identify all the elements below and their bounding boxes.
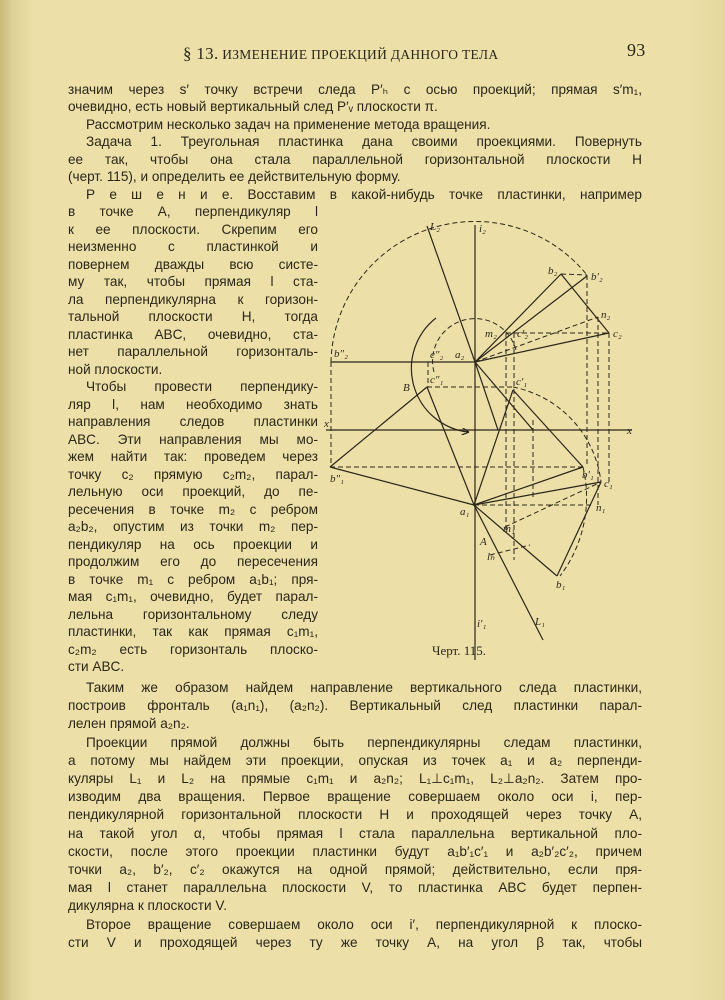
edge-c1pp-b1pp <box>330 387 427 467</box>
label-i2: i₂ <box>479 223 486 235</box>
text-line: Р е ш е н и е. Восставим в какой-нибудь точке пластинки, например <box>86 186 642 202</box>
page-number: 93 <box>627 40 646 60</box>
text-line: значим через s′ точку встречи следа P′ₕ с осью проекций; прямая s′m₁, <box>68 82 642 97</box>
label-c2: c₂ <box>613 328 622 340</box>
text-line: пластинка ABC, очевидно, ста- <box>68 326 318 342</box>
text-line: в точке m₁ с ребром a₁b₁; пря- <box>68 571 318 587</box>
label-b1pp: b″₁ <box>330 473 344 485</box>
edge-a1-b1p <box>474 467 583 505</box>
text-line: в точке A, перпендикуляр l <box>68 204 318 219</box>
label-m1: m₁ <box>503 523 515 535</box>
edge-c1pp-a1 <box>427 387 474 505</box>
text-line: построив фронталь (a₁n₁), (a₂n₂). Вертикальный след пластинки парал- <box>68 698 642 714</box>
text-line: Проекции прямой должны быть перпендикулярны следам пластинки, <box>86 734 642 750</box>
figure-caption: Черт. 115. <box>432 643 487 658</box>
label-b1p: b′₁ <box>582 469 594 481</box>
text-line: Таким же образом найдем направление вертикального следа пластинки, <box>86 680 642 695</box>
dash-lh <box>490 545 530 555</box>
text-line: сти ABC. <box>68 659 125 674</box>
label-x-left: x <box>324 418 329 430</box>
text-line: скости, после этого проекции пластинки будут a₁b′₁c′₁ и a₂b′₂c′₂, причем <box>68 843 642 859</box>
text-line: куляры L₁ и L₂ на прямые c₁m₁ и a₂n₂; L₁⊥c₁m₁, L₂⊥a₂n₂. Затем про- <box>68 771 642 786</box>
text-line: ее так, чтобы она стала параллельной горизонтальной плоскости H <box>68 151 642 167</box>
small-rotation-arc <box>433 319 516 372</box>
lower-arc-c <box>513 387 601 482</box>
text-line: мая l станет параллельна плоскости V, то пластинка ABC будет перпен- <box>68 880 642 896</box>
edge-a2-down <box>475 362 498 430</box>
text-line: Чтобы провести перпендику- <box>86 379 318 394</box>
line-L2 <box>427 226 475 362</box>
text-line: пендикулярной горизонтальной плоскости H и проходящей через точку A, <box>68 807 642 823</box>
text-line: продолжим его до пересечения <box>68 554 318 569</box>
section-title: ИЗМЕНЕНИЕ ПРОЕКЦИЙ ДАННОГО ТЕЛА <box>222 47 499 62</box>
text-line: ной плоскости. <box>68 361 163 377</box>
figure-drawing-115 <box>320 215 650 665</box>
text-line: пендикуляр на ось проекции и <box>68 536 318 552</box>
section-number: § 13. <box>183 44 219 63</box>
text-line: а потому мы найдем эти проекции, опуская из точек a₁ и a₂ перпенди- <box>68 752 642 768</box>
text-line: пластинки, так как прямая c₁m₁, <box>68 624 318 639</box>
text-line: нет параллельной горизонталь- <box>68 344 318 359</box>
big-rotation-arc <box>331 221 587 362</box>
text-line: мая c₁m₁, очевидно, будет парал- <box>68 589 318 604</box>
label-lh: lₕ <box>487 551 495 563</box>
text-line: ла перпендикулярна к горизон- <box>68 291 318 307</box>
text-line: ABC. Эти направления мы мо- <box>68 431 318 447</box>
label-c2pp: c″₂ <box>430 349 444 361</box>
text-line: Второе вращение совершаем около оси i′, перпендикулярной к плоско- <box>86 916 642 932</box>
label-c2p: c′₂ <box>517 328 529 340</box>
dash-b2-b2p <box>561 274 587 275</box>
running-header <box>183 44 498 64</box>
text-line: повернем дважды всю систе- <box>68 256 318 272</box>
text-line: на такой угол α, чтобы прямая l стала параллельна вертикальной пло- <box>68 825 642 841</box>
text-line: лелен прямой a₂n₂. <box>68 716 190 732</box>
figure-labels <box>323 221 632 630</box>
text-line: лельна горизонтальному следу <box>68 606 318 622</box>
text-line: (черт. 115), и определить ее действительную форму. <box>68 169 401 185</box>
text-line: точку c₂ прямую c₂m₂, парал- <box>68 466 318 482</box>
text-line: к ее плоскости. Скрепим его <box>68 221 318 237</box>
edge-b1-c1 <box>557 482 601 576</box>
solid-lines <box>326 225 632 660</box>
text-line: Рассмотрим несколько задач на применение метода вращения. <box>86 116 491 132</box>
label-L1: L₁ <box>535 616 545 628</box>
label-c1pp: c″₁ <box>430 374 444 386</box>
label-b2p: b′₂ <box>591 271 603 283</box>
label-a1: a₁ <box>460 506 470 518</box>
edge-a1-c1 <box>474 482 601 505</box>
text-line: ляр l, нам необходимо знать <box>68 396 318 412</box>
label-n2: n₂ <box>601 309 611 321</box>
label-a2: a₂ <box>455 349 465 361</box>
text-line: изводим два вращения. Первое вращение совершаем около оси i, пер- <box>68 789 642 805</box>
text-line: a₂b₂, опустим из точки m₂ пер- <box>68 519 318 534</box>
label-c1p: c′₁ <box>516 376 528 388</box>
text-line: тальной плоскости H, тогда <box>68 309 318 324</box>
label-B: B <box>403 382 410 394</box>
edge-a2-down2 <box>475 362 533 430</box>
text-line: очевидно, есть новый вертикальный след P′ᵥ плоскости π. <box>68 99 438 115</box>
label-x-right: x <box>627 425 632 437</box>
text-line: неизменно с пластинкой и <box>68 239 318 254</box>
label-b1: b₁ <box>556 579 566 591</box>
edge-c1p-a1 <box>474 390 513 505</box>
text-line: c₂m₂ есть горизонталь плоско- <box>68 641 318 657</box>
text-line: му так, чтобы прямая l ста- <box>68 274 318 289</box>
label-n1: n₁ <box>596 502 606 514</box>
text-line: Задача 1. Треугольная пластинка дана своими проекциями. Повернуть <box>86 134 642 150</box>
text-line: сти V и проходящей через ту же точку A, на угол β так, чтобы <box>68 934 642 950</box>
label-c1: c₁ <box>604 478 613 490</box>
label-b2: b₂ <box>548 265 558 277</box>
label-b2pp: b″₂ <box>334 348 348 360</box>
edge-a2-b2 <box>475 274 561 362</box>
label-m2: m₂ <box>485 328 497 340</box>
text-line: точки a₂, b′₂, c′₂ окажутся на одной прямой; действительно, если пря- <box>68 862 642 877</box>
text-line: ресечения в точке m₂ с ребром <box>68 501 318 517</box>
text-line: лельную оси проекций, до пе- <box>68 484 318 499</box>
label-i1p: i′₁ <box>477 618 487 630</box>
edge-b1pp-a1 <box>330 467 474 505</box>
text-line: направления следов пластинки <box>68 414 318 429</box>
text-line: жем найти так: проведем через <box>68 449 318 464</box>
dashed-lines <box>330 221 609 576</box>
label-A: A <box>480 536 487 548</box>
text-line: дикулярна к плоскости V. <box>68 898 227 914</box>
edge-a2-b2p <box>475 276 587 362</box>
edge-c1p-b1p <box>513 390 583 467</box>
label-L2: L₂ <box>430 221 440 233</box>
